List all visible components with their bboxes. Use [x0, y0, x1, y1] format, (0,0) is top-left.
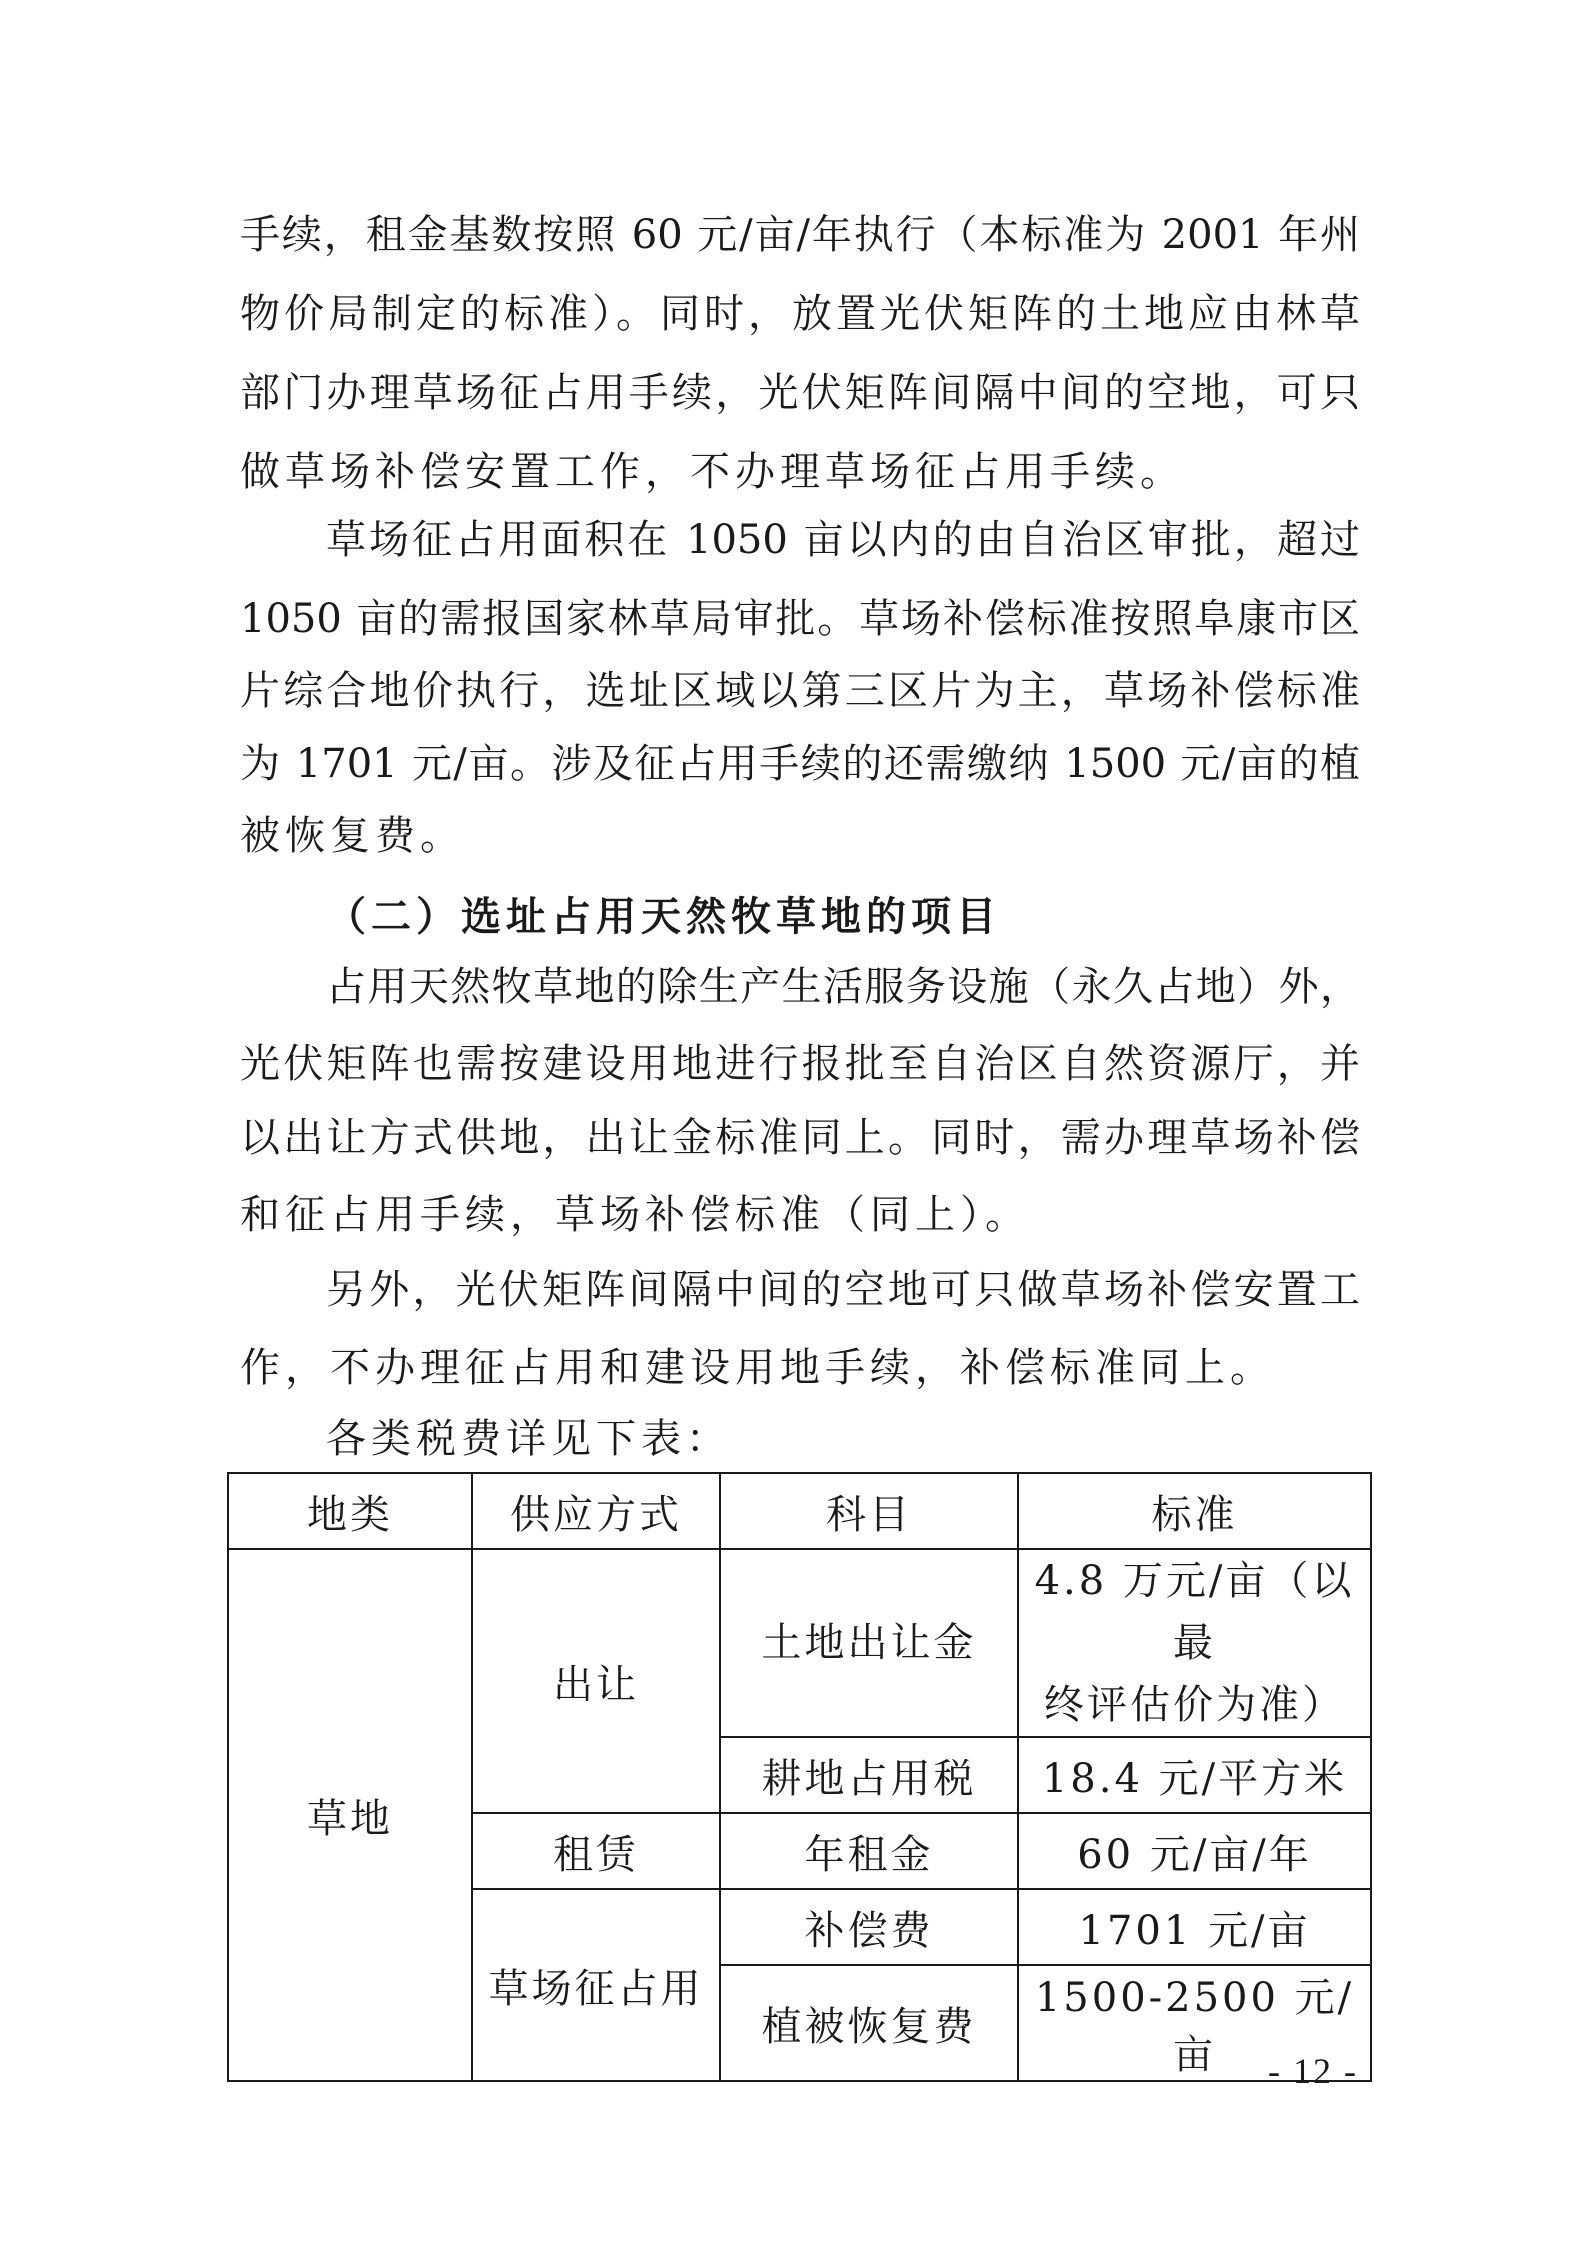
cell-item: 补偿费: [720, 1889, 1018, 1965]
cell-item: 土地出让金: [720, 1549, 1018, 1737]
cell-item: 植被恢复费: [720, 1965, 1018, 2081]
section-heading: （二）选址占用天然牧草地的项目: [326, 893, 1001, 940]
header-land-type: 地类: [228, 1473, 472, 1549]
paragraph-line: 1050 亩的需报国家林草局审批。草场补偿标准按照阜康市区: [240, 596, 1360, 642]
table-row: [228, 1549, 1371, 1737]
paragraph-line: 片综合地价执行，选址区域以第三区片为主，草场补偿标准: [240, 668, 1360, 714]
cell-supply-grassland: 草场征占用: [472, 1889, 720, 2081]
cell-standard: 18.4 元/平方米: [1018, 1737, 1371, 1813]
cell-item: 耕地占用税: [720, 1737, 1018, 1813]
header-item: 科目: [720, 1473, 1018, 1549]
cell-standard: 1701 元/亩: [1018, 1889, 1371, 1965]
cell-land-type: 草地: [228, 1549, 472, 2081]
table-intro: 各类税费详见下表：: [326, 1416, 731, 1462]
paragraph-line: 物价局制定的标准）。同时，放置光伏矩阵的土地应由林草: [240, 291, 1360, 337]
paragraph-line: 被恢复费。: [240, 813, 465, 859]
paragraph-line: 以出让方式供地，出让金标准同上。同时，需办理草场补偿: [240, 1115, 1360, 1161]
table-header-row: [228, 1473, 1371, 1549]
cell-item: 年租金: [720, 1813, 1018, 1889]
header-standard: 标准: [1018, 1473, 1371, 1549]
paragraph-line: 光伏矩阵也需按建设用地进行报批至自治区自然资源厅，并: [240, 1041, 1360, 1087]
paragraph-line: 另外，光伏矩阵间隔中间的空地可只做草场补偿安置工: [326, 1267, 1360, 1313]
paragraph-line: 做草场补偿安置工作，不办理草场征占用手续。: [240, 449, 1185, 495]
paragraph-line: 为 1701 元/亩。涉及征占用手续的还需缴纳 1500 元/亩的植: [240, 741, 1360, 787]
paragraph-line: 占用天然牧草地的除生产生活服务设施（永久占地）外，: [326, 964, 1360, 1010]
cell-standard-line: 终评估价为准）: [1044, 1682, 1345, 1728]
paragraph-line: 和征占用手续，草场补偿标准（同上）。: [240, 1192, 1030, 1238]
cell-standard: [1018, 1549, 1371, 1737]
cell-supply-lease: 租赁: [472, 1813, 720, 1889]
page-number: - 12 -: [1268, 2051, 1358, 2091]
fees-table: [227, 1472, 1372, 2082]
cell-supply-transfer: 出让: [472, 1549, 720, 1813]
cell-standard: 60 元/亩/年: [1018, 1813, 1371, 1889]
cell-standard: 1500-2500 元/亩: [1018, 1965, 1371, 2081]
header-supply-method: 供应方式: [472, 1473, 720, 1549]
cell-standard-line: 4.8 万元/亩（以最: [1034, 1558, 1355, 1666]
paragraph-line: 手续，租金基数按照 60 元/亩/年执行（本标准为 2001 年州: [240, 212, 1360, 258]
paragraph-line: 部门办理草场征占用手续，光伏矩阵间隔中间的空地，可只: [240, 370, 1360, 416]
paragraph-line: 草场征占用面积在 1050 亩以内的由自治区审批，超过: [326, 517, 1360, 563]
paragraph-line: 作，不办理征占用和建设用地手续，补偿标准同上。: [240, 1345, 1275, 1391]
